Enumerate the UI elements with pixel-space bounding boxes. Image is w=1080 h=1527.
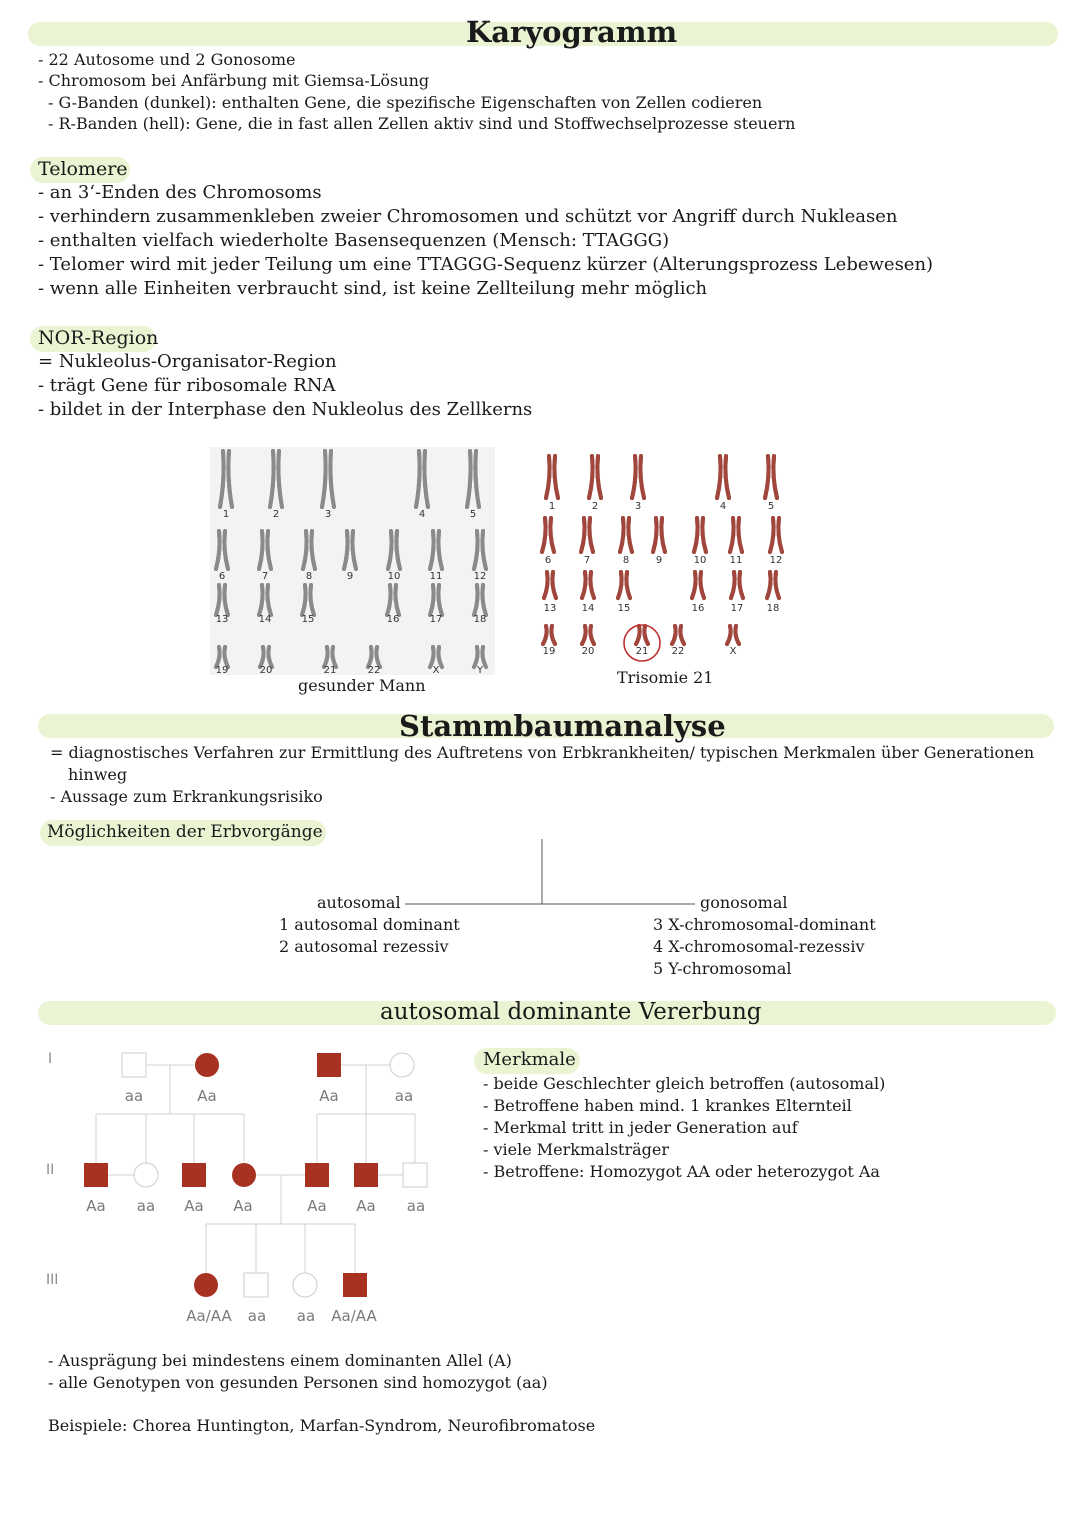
- chromosome-number: 13: [215, 614, 229, 625]
- gonosomal-item: 4 X-chromosomal-rezessiv: [653, 937, 865, 956]
- genotype-label: Aa/AA: [331, 1307, 377, 1325]
- pedigree-male-affected: [182, 1163, 206, 1187]
- chromosome-number: X: [432, 665, 440, 675]
- pedigree-male-unaffected: [122, 1053, 146, 1077]
- chromosome-number: 20: [259, 665, 273, 675]
- ad-note: - alle Genotypen von gesunden Personen sind homozygot (aa): [48, 1373, 548, 1392]
- chromosome-number: 19: [542, 646, 556, 657]
- telomere-line: - wenn alle Einheiten verbraucht sind, ist keine Zellteilung mehr möglich: [38, 278, 708, 299]
- chromosome-number: 12: [769, 555, 783, 566]
- gonosomal-label: gonosomal: [700, 893, 788, 912]
- nor-line: - trägt Gene für ribosomale RNA: [38, 375, 336, 396]
- pedigree-chart: [70, 1040, 450, 1310]
- stammbaum-definition: = diagnostisches Verfahren zur Ermittlung des Auftretens von Erbkrankheiten/ typischen Merkmalen über Generationen: [50, 743, 1035, 762]
- ad-examples: Beispiele: Chorea Huntington, Marfan-Syndrom, Neurofibromatose: [48, 1416, 596, 1435]
- pedigree-male-affected: [343, 1273, 367, 1297]
- pedigree-male-affected: [305, 1163, 329, 1187]
- telomere-heading: Telomere: [38, 158, 128, 180]
- chromosome-number: 11: [729, 555, 743, 566]
- chromosome-3: [632, 456, 644, 498]
- chromosome-number: 14: [258, 614, 272, 625]
- merkmal-item: - Merkmal tritt in jeder Generation auf: [483, 1118, 798, 1137]
- chromosome-5: [765, 456, 777, 498]
- chromosome-number: X: [729, 646, 737, 657]
- karyogramm-line: - G-Banden (dunkel): enthalten Gene, die spezifische Eigenschaften von Zellen codieren: [48, 93, 763, 112]
- genotype-label: Aa: [197, 1087, 217, 1105]
- chromosome-2: [589, 456, 601, 498]
- chromosome-number: 16: [386, 614, 400, 625]
- chromosome-number: 16: [691, 603, 705, 614]
- pedigree-male-affected: [317, 1053, 341, 1077]
- ad-note: - Ausprägung bei mindestens einem dominanten Allel (A): [48, 1351, 512, 1370]
- chromosome-7: [581, 518, 593, 552]
- genotype-label: Aa: [356, 1197, 376, 1215]
- chromosome-number: 6: [544, 555, 552, 566]
- chromosome-number: 17: [429, 614, 443, 625]
- chromosome-number: 18: [473, 614, 487, 625]
- genotype-label: aa: [136, 1197, 156, 1215]
- chromosome-number: 2: [272, 509, 280, 520]
- autosomal-item: 1 autosomal dominant: [279, 915, 460, 934]
- healthy-male-caption: gesunder Mann: [298, 676, 426, 695]
- chromosome-12: [770, 518, 782, 552]
- chromosome-1: [546, 456, 558, 498]
- chromosome-number: 9: [346, 571, 354, 582]
- chromosome-number: 20: [581, 646, 595, 657]
- chromosome-number: 15: [301, 614, 315, 625]
- merkmale-heading: Merkmale: [483, 1049, 576, 1070]
- chromosome-15: [618, 572, 630, 598]
- genotype-label: Aa: [86, 1197, 106, 1215]
- chromosome-9: [653, 518, 665, 552]
- karyogramm-line: - R-Banden (hell): Gene, die in fast allen Zellen aktiv sind und Stoffwechselprozesse steuern: [48, 114, 796, 133]
- chromosome-number: 21: [323, 665, 337, 675]
- karyogramm-line: - 22 Autosome und 2 Gonosome: [38, 50, 296, 69]
- chromosome-number: 3: [634, 501, 642, 512]
- chromosome-10: [694, 518, 706, 552]
- ad-title: autosomal dominante Vererbung: [380, 999, 762, 1025]
- autosomal-item: 2 autosomal rezessiv: [279, 937, 449, 956]
- telomere-line: - Telomer wird mit jeder Teilung um eine TTAGGG-Sequenz kürzer (Alterungsprozess Lebewesen): [38, 254, 934, 275]
- merkmal-item: - Betroffene: Homozygot AA oder heterozygot Aa: [483, 1162, 880, 1181]
- merkmal-item: - viele Merkmalsträger: [483, 1140, 669, 1159]
- chromosome-number: 8: [305, 571, 313, 582]
- chromosome-18: [767, 572, 779, 598]
- chromosome-number: 10: [387, 571, 401, 582]
- chromosome-number: 22: [367, 665, 381, 675]
- karyogram-trisomy21-image: [530, 448, 795, 663]
- chromosome-number: 1: [548, 501, 556, 512]
- genotype-label: Aa/AA: [186, 1307, 232, 1325]
- genotype-label: aa: [394, 1087, 414, 1105]
- chromosome-number: 5: [767, 501, 775, 512]
- stammbaum-title: Stammbaumanalyse: [399, 709, 726, 743]
- chromosome-number: 15: [617, 603, 631, 614]
- generation-label: I: [48, 1051, 53, 1067]
- pedigree-male-affected: [354, 1163, 378, 1187]
- merkmal-item: - beide Geschlechter gleich betroffen (autosomal): [483, 1074, 886, 1093]
- chromosome-16: [692, 572, 704, 598]
- nor-line: = Nukleolus-Organisator-Region: [38, 351, 337, 372]
- pedigree-female-unaffected: [134, 1163, 158, 1187]
- genotype-label: Aa: [184, 1197, 204, 1215]
- chromosome-number: 19: [215, 665, 229, 675]
- trisomy21-caption: Trisomie 21: [617, 668, 714, 687]
- chromosome-19: [543, 626, 555, 644]
- genotype-label: Aa: [233, 1197, 253, 1215]
- karyogram-healthy-male-image: [210, 447, 495, 675]
- chromosome-11: [730, 518, 742, 552]
- chromosome-20: [582, 626, 594, 644]
- chromosome-number: 18: [766, 603, 780, 614]
- chromosome-number: 22: [671, 646, 685, 657]
- pedigree-female-affected: [194, 1273, 218, 1297]
- generation-label: III: [46, 1272, 59, 1288]
- chromosome-number: 3: [324, 509, 332, 520]
- telomere-line: - enthalten vielfach wiederholte Basensequenzen (Mensch: TTAGGG): [38, 230, 670, 251]
- nor-heading: NOR-Region: [38, 327, 159, 349]
- chromosome-number: 1: [222, 509, 230, 520]
- pedigree-male-unaffected: [244, 1273, 268, 1297]
- chromosome-17: [731, 572, 743, 598]
- chromosome-22: [672, 626, 684, 644]
- telomere-line: - an 3‘-Enden des Chromosoms: [38, 182, 322, 203]
- genotype-label: aa: [124, 1087, 144, 1105]
- gonosomal-item: 3 X-chromosomal-dominant: [653, 915, 876, 934]
- pedigree-female-affected: [195, 1053, 219, 1077]
- chromosome-number: 9: [655, 555, 663, 566]
- gonosomal-item: 5 Y-chromosomal: [653, 959, 792, 978]
- chromosome-number: 12: [473, 571, 487, 582]
- nor-line: - bildet in der Interphase den Nukleolus des Zellkerns: [38, 399, 533, 420]
- genotype-label: aa: [296, 1307, 316, 1325]
- merkmal-item: - Betroffene haben mind. 1 krankes Elternteil: [483, 1096, 852, 1115]
- pedigree-female-affected: [232, 1163, 256, 1187]
- genotype-label: aa: [406, 1197, 426, 1215]
- chromosome-number: 4: [418, 509, 426, 520]
- pedigree-male-affected: [84, 1163, 108, 1187]
- stammbaum-definition-cont: hinweg: [68, 765, 128, 784]
- pedigree-female-unaffected: [390, 1053, 414, 1077]
- chromosome-number: 2: [591, 501, 599, 512]
- chromosome-21: [636, 626, 648, 644]
- chromosome-number: 8: [622, 555, 630, 566]
- inheritance-tree-lines: [400, 836, 700, 908]
- chromosome-number: 4: [719, 501, 727, 512]
- karyogramm-line: - Chromosom bei Anfärbung mit Giemsa-Lösung: [38, 71, 430, 90]
- chromosome-number: 7: [261, 571, 269, 582]
- telomere-line: - verhindern zusammenkleben zweier Chromosomen und schützt vor Angriff durch Nukleasen: [38, 206, 898, 227]
- moeglichkeiten-heading: Möglichkeiten der Erbvorgänge: [47, 822, 323, 842]
- chromosome-13: [544, 572, 556, 598]
- chromosome-number: 13: [543, 603, 557, 614]
- pedigree-female-unaffected: [293, 1273, 317, 1297]
- chromosome-number: 5: [469, 509, 477, 520]
- pedigree-male-unaffected: [403, 1163, 427, 1187]
- chromosome-number: 11: [429, 571, 443, 582]
- chromosome-number: Y: [476, 665, 484, 675]
- chromosome-14: [582, 572, 594, 598]
- chromosome-6: [542, 518, 554, 552]
- chromosome-4: [717, 456, 729, 498]
- chromosome-number: 10: [693, 555, 707, 566]
- chromosome-number: 6: [218, 571, 226, 582]
- chromosome-number: 17: [730, 603, 744, 614]
- chromosome-8: [620, 518, 632, 552]
- autosomal-label: autosomal: [317, 893, 401, 912]
- stammbaum-risk: - Aussage zum Erkrankungsrisiko: [50, 787, 323, 806]
- genotype-label: Aa: [319, 1087, 339, 1105]
- generation-label: II: [46, 1162, 55, 1178]
- karyogramm-title: Karyogramm: [466, 15, 678, 49]
- genotype-label: Aa: [307, 1197, 327, 1215]
- chromosome-number: 14: [581, 603, 595, 614]
- genotype-label: aa: [247, 1307, 267, 1325]
- chromosome-number: 7: [583, 555, 591, 566]
- chromosome-X: [727, 626, 739, 644]
- chromosome-number: 21: [635, 646, 649, 657]
